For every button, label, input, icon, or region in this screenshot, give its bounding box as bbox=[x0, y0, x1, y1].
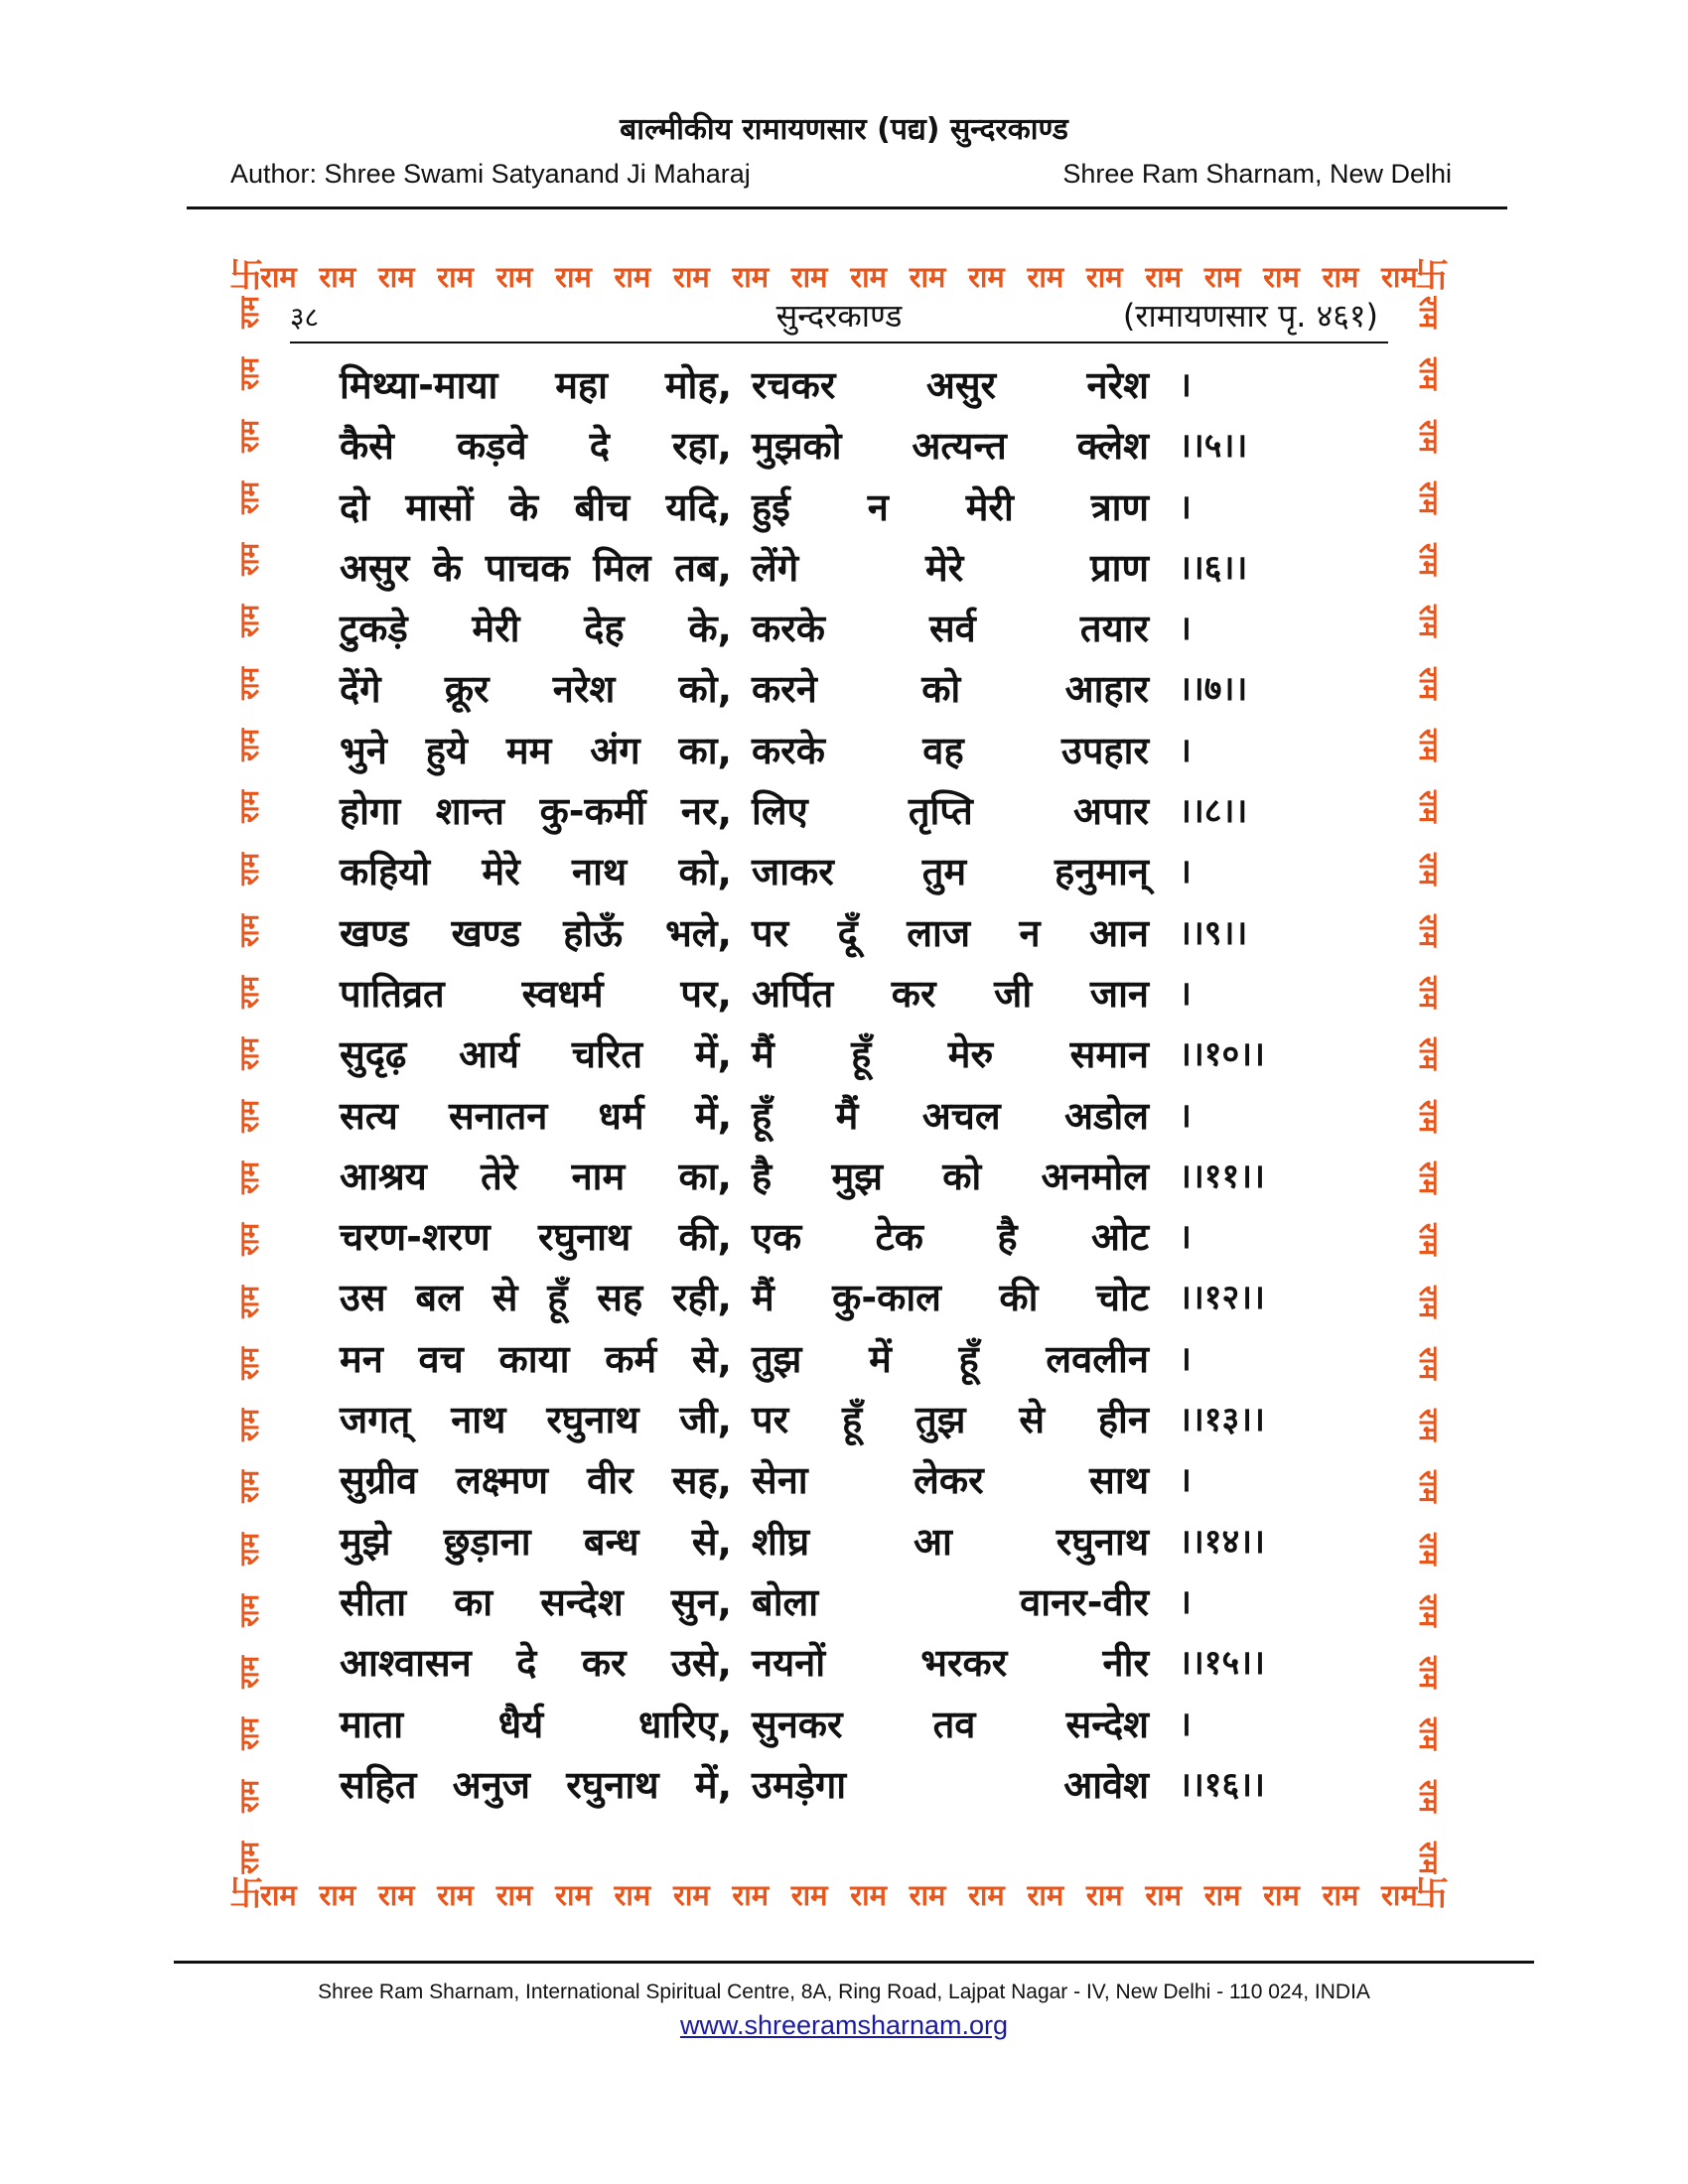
ram-border-word: राम bbox=[235, 913, 265, 947]
ram-border-word: राम bbox=[235, 1656, 265, 1690]
verse-number: । bbox=[1179, 1704, 1192, 1744]
verse-line bbox=[340, 903, 1342, 964]
ram-border-word: राम bbox=[790, 1877, 828, 1912]
ram-border-word: राम bbox=[495, 259, 533, 294]
verse-line bbox=[340, 478, 1342, 538]
ram-border-word: राम bbox=[1413, 1037, 1443, 1071]
ram-border-word: राम bbox=[968, 259, 1005, 294]
verse-line bbox=[340, 1695, 1342, 1755]
ram-border-word: राम bbox=[850, 259, 887, 294]
verse-second-half: मैं हूँ मेरु समान bbox=[752, 1032, 1149, 1077]
verse-number: । bbox=[1179, 973, 1192, 1014]
ram-border-word: राम bbox=[235, 1346, 265, 1380]
verse-number: ।।१३।। bbox=[1179, 1400, 1265, 1440]
ram-border-word: राम bbox=[1413, 852, 1443, 886]
ram-border-word: राम bbox=[1322, 259, 1359, 294]
ram-border-word: राम bbox=[235, 1285, 265, 1318]
verse-number: । bbox=[1179, 365, 1192, 405]
ram-border-word: राम bbox=[1322, 1877, 1359, 1912]
ram-border-word: राम bbox=[1413, 480, 1443, 514]
verse-second-half: हुई न मेरी त्राण bbox=[752, 484, 1149, 529]
verse-line bbox=[340, 1086, 1342, 1147]
verse-number: । bbox=[1179, 1460, 1192, 1501]
swastika-icon: 卐 bbox=[1415, 256, 1449, 296]
ram-border-word: राम bbox=[1263, 259, 1300, 294]
section-title: सुन्दरकाण्ड bbox=[775, 297, 903, 335]
ram-border-word: राम bbox=[260, 1877, 297, 1912]
verse-first-half: भुने हुये मम अंग का, bbox=[340, 728, 732, 772]
ram-border-word: राम bbox=[1413, 357, 1443, 391]
verse-line bbox=[340, 416, 1342, 477]
ram-border-word: राम bbox=[235, 1037, 265, 1071]
verse-line bbox=[340, 659, 1342, 720]
verse-second-half: करने को आहार bbox=[752, 667, 1149, 712]
verse-line bbox=[340, 721, 1342, 781]
verse-second-half: हूँ मैं अचल अडोल bbox=[752, 1093, 1149, 1138]
verse-first-half: दो मासों के बीच यदि, bbox=[340, 484, 732, 529]
ram-border-word: राम bbox=[555, 1877, 592, 1912]
ram-border-word: राम bbox=[235, 1593, 265, 1627]
ram-border-word: राम bbox=[1413, 543, 1443, 577]
ram-border-bottom bbox=[260, 1874, 1418, 1914]
verse-second-half: बोला वानर-वीर bbox=[752, 1579, 1149, 1624]
verse-line bbox=[340, 355, 1342, 416]
verse-second-half: पर हूँ तुझ से हीन bbox=[752, 1398, 1149, 1442]
verse-first-half: पातिव्रत स्वधर्म पर, bbox=[340, 971, 732, 1016]
ram-border-word: राम bbox=[1413, 1160, 1443, 1194]
ram-border-word: राम bbox=[790, 259, 828, 294]
ram-border-word: राम bbox=[1413, 605, 1443, 638]
ram-border-word: राम bbox=[235, 296, 265, 329]
ram-border-word: राम bbox=[437, 1877, 474, 1912]
ram-border-word: राम bbox=[235, 1099, 265, 1133]
verse-first-half: सुग्रीव लक्ष्मण वीर सह, bbox=[340, 1458, 732, 1503]
verse-number: । bbox=[1179, 609, 1192, 649]
ram-border-word: राम bbox=[235, 852, 265, 886]
verse-line bbox=[340, 1390, 1342, 1450]
verse-number: । bbox=[1179, 1095, 1192, 1136]
ram-border-word: राम bbox=[1413, 1223, 1443, 1257]
ram-border-word: राम bbox=[235, 1223, 265, 1257]
ram-border-top bbox=[260, 256, 1418, 296]
verse-second-half: तुझ में हूँ लवलीन bbox=[752, 1336, 1149, 1381]
verse-second-half: सेना लेकर साथ bbox=[752, 1458, 1149, 1503]
ram-border-word: राम bbox=[1085, 259, 1123, 294]
verse-second-half: जाकर तुम हनुमान् bbox=[752, 850, 1149, 894]
ram-border-word: राम bbox=[377, 1877, 415, 1912]
verse-first-half: मिथ्या-माया महा मोह, bbox=[340, 363, 732, 407]
ram-border-word: राम bbox=[614, 1877, 651, 1912]
verse-number: ।।१०।। bbox=[1179, 1034, 1265, 1075]
ram-border-word: राम bbox=[614, 259, 651, 294]
ram-border-word: राम bbox=[1027, 259, 1064, 294]
ram-border-word: राम bbox=[1413, 1346, 1443, 1380]
verse-number: । bbox=[1179, 486, 1192, 527]
verse-number: । bbox=[1179, 730, 1192, 770]
verse-first-half: जगत् नाथ रघुनाथ जी, bbox=[340, 1398, 732, 1442]
section-divider bbox=[290, 341, 1388, 343]
verse-first-half: असुर के पाचक मिल तब, bbox=[340, 545, 732, 590]
swastika-icon: 卐 bbox=[1415, 1874, 1449, 1914]
verse-second-half: लेंगे मेरे प्राण bbox=[752, 545, 1149, 590]
ram-border-word: राम bbox=[1027, 1877, 1064, 1912]
ram-border-word: राम bbox=[260, 259, 297, 294]
verse-second-half: करके वह उपहार bbox=[752, 728, 1149, 772]
verse-second-half: है मुझ को अनमोल bbox=[752, 1154, 1149, 1198]
ram-border-word: राम bbox=[1413, 1656, 1443, 1690]
ram-border-word: राम bbox=[1413, 1470, 1443, 1504]
verse-second-half: करके सर्व तयार bbox=[752, 607, 1149, 651]
website-link[interactable]: www.shreeramsharnam.org bbox=[679, 2010, 1009, 2040]
ram-border-word: राम bbox=[1413, 419, 1443, 453]
verse-number: ।।१६।। bbox=[1179, 1764, 1265, 1805]
ram-border-word: राम bbox=[1263, 1877, 1300, 1912]
ram-border-word: राम bbox=[319, 259, 356, 294]
verse-second-half: अर्पित कर जी जान bbox=[752, 971, 1149, 1016]
ram-border-word: राम bbox=[235, 728, 265, 761]
ram-border-word: राम bbox=[1413, 1099, 1443, 1133]
verse-number: ।।७।। bbox=[1179, 669, 1248, 710]
verse-first-half: माता धैर्य धारिए, bbox=[340, 1702, 732, 1746]
ram-border-word: राम bbox=[495, 1877, 533, 1912]
ram-border-word: राम bbox=[235, 419, 265, 453]
verse-line bbox=[340, 1329, 1342, 1390]
verse-first-half: खण्ड खण्ड होऊँ भले, bbox=[340, 910, 732, 955]
verse-line bbox=[340, 1512, 1342, 1572]
ram-border-word: राम bbox=[235, 1717, 265, 1751]
verse-second-half: एक टेक है ओट bbox=[752, 1215, 1149, 1260]
ram-border-word: राम bbox=[377, 259, 415, 294]
verse-line bbox=[340, 1450, 1342, 1511]
verse-number: ।।९।। bbox=[1179, 912, 1248, 953]
ram-border-word: राम bbox=[1145, 1877, 1183, 1912]
verse-number: । bbox=[1179, 1338, 1192, 1379]
verse-second-half: रचकर असुर नरेश bbox=[752, 363, 1149, 407]
ram-border-word: राम bbox=[235, 357, 265, 391]
verse-line bbox=[340, 1024, 1342, 1085]
ram-border-word: राम bbox=[1145, 259, 1183, 294]
verse-first-half: उस बल से हूँ सह रही, bbox=[340, 1276, 732, 1320]
ram-border-word: राम bbox=[437, 259, 474, 294]
swastika-icon: 卐 bbox=[229, 1874, 263, 1914]
verse-second-half: शीघ्र आ रघुनाथ bbox=[752, 1519, 1149, 1564]
ram-border-word: राम bbox=[235, 1160, 265, 1194]
ram-border-word: राम bbox=[235, 790, 265, 824]
verse-second-half: मुझको अत्यन्त क्लेश bbox=[752, 424, 1149, 469]
verse-first-half: आश्वासन दे कर उसे, bbox=[340, 1641, 732, 1686]
ram-border-word: राम bbox=[1413, 790, 1443, 824]
verse-line bbox=[340, 1268, 1342, 1328]
footer-address: Shree Ram Sharnam, International Spiritual Centre, 8A, Ring Road, Lajpat Nagar - IV, New Delhi - 110 024, INDIA bbox=[318, 1980, 1370, 2003]
ram-border-word: राम bbox=[235, 1779, 265, 1813]
verse-line bbox=[340, 842, 1342, 902]
ram-border-word: राम bbox=[235, 976, 265, 1010]
verse-line bbox=[340, 538, 1342, 599]
ram-border-word: राम bbox=[1413, 1285, 1443, 1318]
verse-line bbox=[340, 1207, 1342, 1268]
verse-number: । bbox=[1179, 1581, 1192, 1622]
swastika-icon: 卐 bbox=[229, 256, 263, 296]
verse-first-half: होगा शान्त कु-कर्मी नर, bbox=[340, 789, 732, 834]
ram-border-left bbox=[230, 296, 270, 1874]
ram-border-word: राम bbox=[672, 1877, 710, 1912]
verse-number: ।।८।। bbox=[1179, 791, 1248, 832]
ram-border-word: राम bbox=[672, 259, 710, 294]
verse-first-half: टुकड़े मेरी देह के, bbox=[340, 607, 732, 651]
verse-line bbox=[340, 964, 1342, 1024]
verse-first-half: चरण-शरण रघुनाथ की, bbox=[340, 1215, 732, 1260]
ram-border-word: राम bbox=[1413, 913, 1443, 947]
verse-number: ।।१४।। bbox=[1179, 1521, 1265, 1562]
ram-border-word: राम bbox=[1203, 259, 1241, 294]
verse-number: । bbox=[1179, 852, 1192, 892]
ram-border-word: राम bbox=[235, 543, 265, 577]
ram-border-word: राम bbox=[1381, 259, 1418, 294]
verse-second-half: लिए तृप्ति अपार bbox=[752, 789, 1149, 834]
verse-first-half: मुझे छुड़ाना बन्ध से, bbox=[340, 1519, 732, 1564]
verse-line bbox=[340, 1755, 1342, 1816]
ram-border-word: राम bbox=[732, 259, 770, 294]
ram-border-word: राम bbox=[235, 1470, 265, 1504]
verse-number: ।।११।। bbox=[1179, 1156, 1265, 1196]
verse-first-half: सुदृढ़ आर्य चरित में, bbox=[340, 1032, 732, 1077]
ram-border-word: राम bbox=[1413, 1779, 1443, 1813]
verse-number: ।।५।। bbox=[1179, 426, 1248, 467]
verse-line bbox=[340, 1147, 1342, 1207]
document-title: बाल्मीकीय रामायणसार (पद्य) सुन्दरकाण्ड bbox=[620, 112, 1068, 147]
ram-border-word: राम bbox=[555, 259, 592, 294]
ram-border-word: राम bbox=[235, 1842, 265, 1874]
ram-border-word: राम bbox=[1413, 296, 1443, 329]
ram-border-word: राम bbox=[1413, 666, 1443, 700]
ram-border-word: राम bbox=[909, 1877, 946, 1912]
ram-border-word: राम bbox=[1381, 1877, 1418, 1912]
ram-border-word: राम bbox=[732, 1877, 770, 1912]
ram-border-word: राम bbox=[850, 1877, 887, 1912]
verse-line bbox=[340, 1633, 1342, 1694]
header-divider bbox=[187, 206, 1507, 209]
page-number: ३८ bbox=[290, 301, 320, 334]
verse-second-half: नयनों भरकर नीर bbox=[752, 1641, 1149, 1686]
ram-border-word: राम bbox=[235, 666, 265, 700]
verse-first-half: देंगे क्रूर नरेश को, bbox=[340, 667, 732, 712]
ram-border-word: राम bbox=[968, 1877, 1005, 1912]
verse-line bbox=[340, 1572, 1342, 1633]
verse-number: ।।१५।। bbox=[1179, 1643, 1265, 1684]
verse-first-half: सहित अनुज रघुनाथ में, bbox=[340, 1762, 732, 1807]
verse-first-half: कहियो मेरे नाथ को, bbox=[340, 850, 732, 894]
ram-border-word: राम bbox=[235, 1532, 265, 1566]
verse-second-half: पर दूँ लाज न आन bbox=[752, 910, 1149, 955]
verse-number: ।।१२।। bbox=[1179, 1278, 1265, 1318]
ram-border-right bbox=[1408, 296, 1448, 1874]
ram-border-word: राम bbox=[235, 605, 265, 638]
verse-first-half: कैसे कड़वे दे रहा, bbox=[340, 424, 732, 469]
verse-first-half: सीता का सन्देश सुन, bbox=[340, 1579, 732, 1624]
verse-second-half: उमड़ेगा आवेश bbox=[752, 1762, 1149, 1807]
verse-number: ।।६।। bbox=[1179, 547, 1248, 588]
verse-second-half: सुनकर तव सन्देश bbox=[752, 1702, 1149, 1746]
ram-border-word: राम bbox=[319, 1877, 356, 1912]
footer-divider bbox=[174, 1961, 1534, 1964]
ram-border-word: राम bbox=[235, 1409, 265, 1441]
verse-first-half: सत्य सनातन धर्म में, bbox=[340, 1093, 732, 1138]
ram-border-word: राम bbox=[235, 480, 265, 514]
ram-border-frame bbox=[230, 256, 1448, 1914]
ram-border-word: राम bbox=[1203, 1877, 1241, 1912]
ram-border-word: राम bbox=[1413, 976, 1443, 1010]
publisher-line: Shree Ram Sharnam, New Delhi bbox=[1062, 159, 1452, 189]
verse-second-half: मैं कु-काल की चोट bbox=[752, 1276, 1149, 1320]
ram-border-word: राम bbox=[1085, 1877, 1123, 1912]
author-line: Author: Shree Swami Satyanand Ji Maharaj bbox=[230, 159, 751, 189]
ram-border-word: राम bbox=[1413, 1842, 1443, 1874]
verse-number: । bbox=[1179, 1217, 1192, 1258]
ram-border-word: राम bbox=[1413, 1593, 1443, 1627]
verse-first-half: आश्रय तेरे नाम का, bbox=[340, 1154, 732, 1198]
ram-border-word: राम bbox=[1413, 1532, 1443, 1566]
ram-border-word: राम bbox=[1413, 1409, 1443, 1441]
page-reference: (रामायणसार पृ. ४६१) bbox=[1122, 297, 1378, 335]
verse-line bbox=[340, 781, 1342, 842]
verse-first-half: मन वच काया कर्म से, bbox=[340, 1336, 732, 1381]
ram-border-word: राम bbox=[1413, 728, 1443, 761]
verse-list bbox=[340, 355, 1342, 1816]
verse-line bbox=[340, 599, 1342, 659]
ram-border-word: राम bbox=[909, 259, 946, 294]
ram-border-word: राम bbox=[1413, 1717, 1443, 1751]
